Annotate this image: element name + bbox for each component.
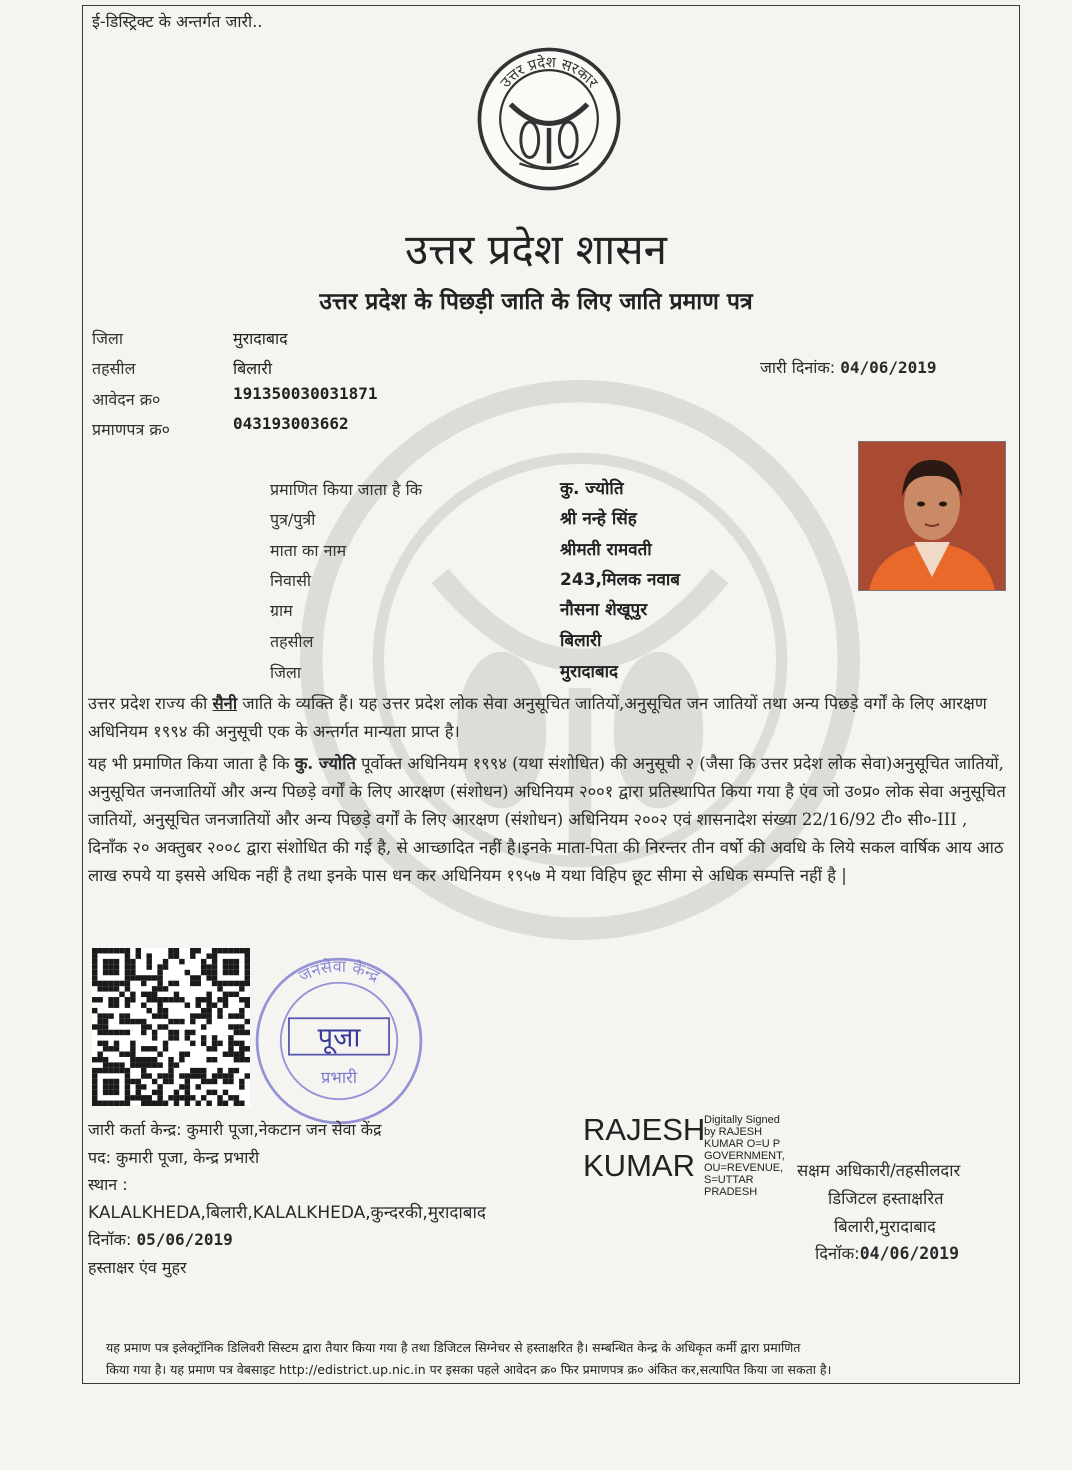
stamp-signature: पूजा (317, 1022, 361, 1054)
application-no-label: आवेदन क्र० (92, 390, 161, 409)
para1-pre: उत्तर प्रदेश राज्य की (88, 694, 213, 713)
certificate-no-label: प्रमाणपत्र क्र० (92, 420, 170, 439)
authority-date-value: 04/06/2019 (859, 1244, 960, 1263)
signature-details (704, 1114, 804, 1198)
authority-title: सक्षम अधिकारी/तहसीलदार (797, 1161, 961, 1180)
person-tehsil-value: बिलारी (560, 631, 602, 651)
certified-label: प्रमाणित किया जाता है कि (270, 480, 423, 499)
footer-note-2: किया गया है। यह प्रमाण पत्र वेबसाइट http://edistrict.up.nic.in पर इसका पहले आवेदन क्र० फिर प्रमाणपत्र क्र० अंकित कर,सत्यापित किया जा सकता है। (106, 1362, 832, 1377)
issuer-date-row (88, 1228, 233, 1250)
certificate-subtitle: उत्तर प्रदेश के पिछड़ी जाति के लिए जाति प्रमाण पत्र (319, 289, 753, 315)
village-value: नौसना शेखूपुर (560, 600, 648, 620)
person-district-label: जिला (270, 663, 302, 682)
sig-detail: S=UTTAR (704, 1174, 754, 1186)
place-value: KALALKHEDA,बिलारी,KALALKHEDA,कुन्दरकी,मुरादाबाद (88, 1203, 486, 1223)
issue-date-row (760, 356, 937, 378)
applicant-photo (858, 441, 1006, 591)
authority-date-label: दिनॉक: (815, 1244, 860, 1263)
issuer-date-label: दिनॉक: (88, 1230, 132, 1249)
qr-code-icon (92, 948, 250, 1106)
issuer-post: पद: कुमारी पूजा, केन्द्र प्रभारी (88, 1148, 260, 1167)
tehsil-label: तहसील (92, 359, 136, 378)
para2-post: पूर्वोक्त अधिनियम १९९४ (यथा संशोधित) की अनुसूची २ (जैसा कि उत्तर प्रदेश लोक सेवा)अनुसूचित जातियों, अनुसूचित जनजातियों और अन्य पिछड़े वर्गों के लिए आरक्षण (संशोधन) अधिनियम २००१ द्वारा प्रतिस्थापित किया गया है एंव जो उ०प्र० लोक सेवा अनुसूचित जातियों, अनुसूचित जनजातियों और अन्य पिछड़े वर्गों के लिए आरक्षण (संशोधन) अधिनियम २००२ एवं शासनादेश संख्या 22/16/92 टी० सी०-III , दिनाँक २० अक्तुबर २००८ द्वारा संशोधित की गई है, से आच्छादित नहीं है।इनके माता-पिता की निरन्तर तीन वर्षो की अवधि के लिये सकल वार्षिक आय आठ लाख रुपये या इससे अधिक नहीं है तथा इनके पास धन कर अधिनियम १९५७ मे यथा विहिप छूट सीमा से अधिक सम्पत्ति नहीं है | (88, 754, 1006, 885)
issuing-center: जारी कर्ता केन्द्र: कुमारी पूजा,नेकटान जन सेवा केंद्र (88, 1120, 382, 1139)
certificate-title: उत्तर प्रदेश शासन (405, 225, 667, 274)
footer-note-1: यह प्रमाण पत्र इलेक्ट्रॉनिक डिलिवरी सिस्टम द्वारा तैयार किया गया है तथा डिजिटल सिग्नेचर से हस्ताक्षरित है। सम्बन्धित केन्द्र के अधिकृत कर्मी द्वारा प्रमाणित (106, 1340, 801, 1355)
exclusion-paragraph (88, 750, 1010, 890)
authority-date-row (815, 1241, 959, 1264)
sig-detail: KUMAR O=U P (704, 1138, 781, 1150)
father-name: श्री नन्हे सिंह (560, 509, 637, 529)
issue-date-value: 04/06/2019 (840, 358, 937, 377)
signer-name-line1: RAJESH (583, 1112, 706, 1147)
up-government-emblem-icon (475, 45, 623, 193)
resident-label: निवासी (270, 571, 312, 590)
village-label: ग्राम (270, 601, 293, 620)
sign-seal-label: हस्ताक्षर एंव मुहर (88, 1258, 187, 1277)
signer-name-line2: KUMAR (583, 1148, 695, 1183)
issuer-date-value: 05/06/2019 (136, 1230, 233, 1249)
svg-text:जनसेवा केन्द्र (295, 957, 383, 986)
stamp-inner-text: प्रभारी (320, 1067, 358, 1087)
person-tehsil-label: तहसील (270, 632, 314, 651)
issue-date-label: जारी दिनांक: (760, 358, 836, 377)
district-value: मुरादाबाद (233, 329, 288, 348)
para2-pre: यह भी प्रमाणित किया जाता है कि (88, 754, 295, 773)
place-label: स्थान : (88, 1175, 128, 1194)
authority-place: बिलारी,मुरादाबाद (834, 1217, 936, 1236)
sig-detail: Digitally Signed (704, 1114, 780, 1126)
mother-name: श्रीमती रामवती (560, 540, 652, 560)
mother-label: माता का नाम (270, 541, 347, 560)
parent-label: पुत्र/पुत्री (270, 510, 316, 529)
application-no-value: 191350030031871 (233, 384, 378, 403)
stamp-ring-text: जनसेवा केन्द्र (295, 956, 383, 986)
sig-detail: OU=REVENUE, (704, 1162, 784, 1174)
certificate-no-value: 043193003662 (233, 414, 349, 433)
sig-detail: by RAJESH (704, 1126, 763, 1138)
para2-name: कु. ज्योति (294, 754, 356, 773)
person-district-value: मुरादाबाद (560, 662, 619, 682)
authority-signed: डिजिटल हस्ताक्षरित (828, 1189, 944, 1208)
tehsil-value: बिलारी (233, 359, 272, 378)
resident-value: 243,मिलक नवाब (560, 570, 681, 590)
caste-paragraph (88, 690, 1010, 746)
sig-detail: GOVERNMENT, (704, 1150, 785, 1162)
district-label: जिला (92, 329, 124, 348)
sig-detail: PRADESH (704, 1186, 758, 1198)
para1-post: जाति के व्यक्ति हैं। यह उत्तर प्रदेश लोक सेवा अनुसूचित जातियों,अनुसूचित जन जातियों तथा अन्य पिछड़े वर्गों के लिए आरक्षण अधिनियम १९९४ की अनुसूची एक के अन्तर्गत मान्यता प्राप्त है। (88, 694, 987, 741)
e-district-note: ई-डिस्ट्रिक्ट के अन्तर्गत जारी.. (92, 12, 263, 31)
caste-name: सैनी (212, 694, 238, 713)
applicant-name: कु. ज्योति (560, 479, 624, 499)
center-stamp-icon (248, 950, 430, 1132)
emblem-text: उत्तर प्रदेश सरकार (497, 54, 602, 92)
